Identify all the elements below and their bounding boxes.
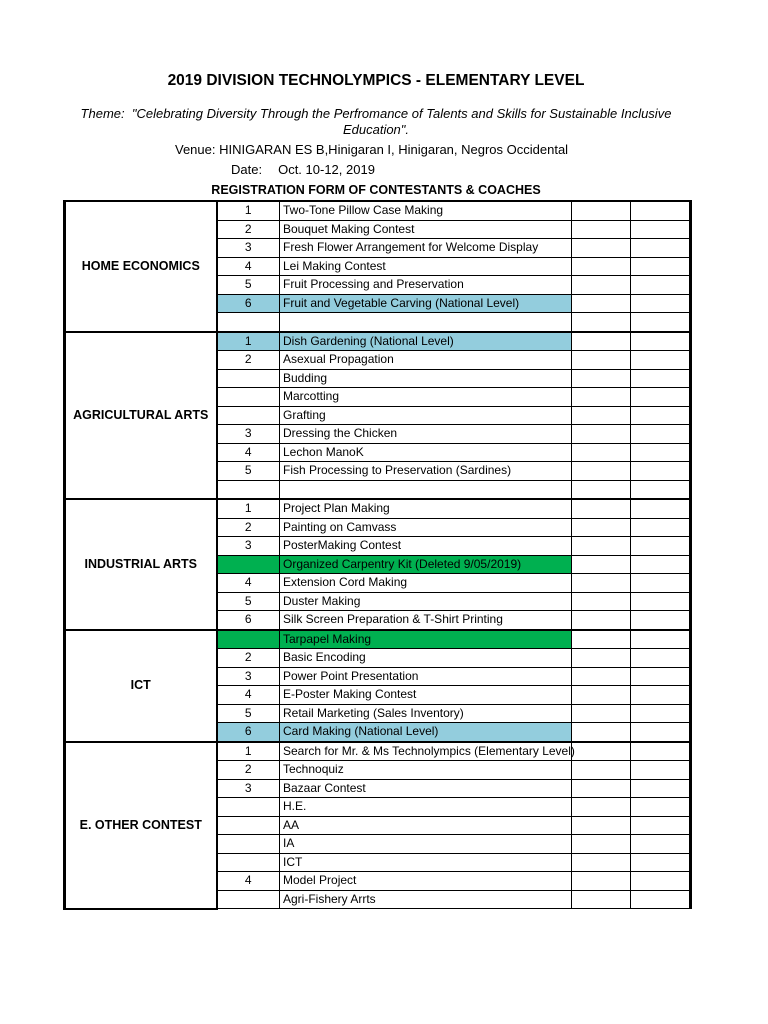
category-name: HOME ECONOMICS: [65, 201, 217, 332]
coach-cell[interactable]: [631, 761, 691, 780]
table-row: [65, 332, 691, 351]
contest-number: 4: [217, 872, 280, 891]
coach-cell[interactable]: [631, 835, 691, 854]
contest-name: Fresh Flower Arrangement for Welcome Display: [280, 239, 572, 258]
contest-name: Basic Encoding: [280, 649, 572, 668]
contestant-cell[interactable]: [572, 369, 631, 388]
coach-cell[interactable]: [631, 220, 691, 239]
contest-number: 6: [217, 611, 280, 630]
registration-table: [63, 200, 692, 910]
contest-name: Power Point Presentation: [280, 667, 572, 686]
contest-name: IA: [280, 835, 572, 854]
date-label: Date:: [231, 162, 263, 177]
contestant-cell[interactable]: [572, 313, 631, 332]
coach-cell[interactable]: [631, 443, 691, 462]
contest-number: [217, 480, 280, 499]
coach-cell[interactable]: [631, 742, 691, 761]
contestant-cell[interactable]: [572, 853, 631, 872]
table-row: [65, 499, 691, 518]
contest-name: Model Project: [280, 872, 572, 891]
category-name: ICT: [65, 630, 217, 742]
category-name: AGRICULTURAL ARTS: [65, 332, 217, 500]
contestant-cell[interactable]: [572, 518, 631, 537]
table-row: [65, 201, 691, 220]
category-name: INDUSTRIAL ARTS: [65, 499, 217, 630]
coach-cell[interactable]: [631, 872, 691, 891]
contestant-cell[interactable]: [572, 890, 631, 909]
document-title: 2019 DIVISION TECHNOLYMPICS - ELEMENTARY LEVEL: [167, 72, 585, 89]
coach-cell[interactable]: [631, 462, 691, 481]
contest-number: 2: [217, 220, 280, 239]
contest-name: Grafting: [280, 406, 572, 425]
form-title: REGISTRATION FORM OF CONTESTANTS & COACHES: [211, 183, 541, 197]
contestant-cell[interactable]: [572, 630, 631, 649]
contest-name: Fruit and Vegetable Carving (National Level): [280, 294, 572, 313]
contestant-cell[interactable]: [572, 816, 631, 835]
coach-cell[interactable]: [631, 592, 691, 611]
contest-name: Dish Gardening (National Level): [280, 332, 572, 351]
contest-number: 1: [217, 499, 280, 518]
contest-number: 3: [217, 779, 280, 798]
contest-name: Agri-Fishery Arrts: [280, 890, 572, 909]
coach-cell[interactable]: [631, 294, 691, 313]
table-row: [65, 630, 691, 649]
contest-name: E-Poster Making Contest: [280, 686, 572, 705]
contest-number: [217, 313, 280, 332]
contestant-cell[interactable]: [572, 723, 631, 742]
date-line: [231, 162, 375, 177]
contest-number: 5: [217, 704, 280, 723]
contest-number: [217, 798, 280, 817]
contestant-cell[interactable]: [572, 574, 631, 593]
registration-table-body: [65, 201, 691, 909]
contest-number: [217, 816, 280, 835]
contest-number: 4: [217, 574, 280, 593]
contestant-cell[interactable]: [572, 649, 631, 668]
contest-number: 2: [217, 761, 280, 780]
theme-line: [60, 106, 692, 138]
coach-cell[interactable]: [631, 518, 691, 537]
table-row: [65, 742, 691, 761]
contest-number: [217, 630, 280, 649]
contestant-cell[interactable]: [572, 761, 631, 780]
coach-cell[interactable]: [631, 313, 691, 332]
venue-line: Venue: HINIGARAN ES B,Hinigaran I, Hinigaran, Negros Occidental: [175, 142, 569, 157]
contestant-cell[interactable]: [572, 480, 631, 499]
coach-cell[interactable]: [631, 406, 691, 425]
contestant-cell[interactable]: [572, 388, 631, 407]
contestant-cell[interactable]: [572, 257, 631, 276]
contest-number: 1: [217, 201, 280, 220]
contestant-cell[interactable]: [572, 667, 631, 686]
contestant-cell[interactable]: [572, 835, 631, 854]
contest-name: PosterMaking Contest: [280, 537, 572, 556]
contest-number: 6: [217, 723, 280, 742]
coach-cell[interactable]: [631, 816, 691, 835]
contest-number: 4: [217, 443, 280, 462]
contest-name: Marcotting: [280, 388, 572, 407]
contest-number: 1: [217, 332, 280, 351]
coach-cell[interactable]: [631, 649, 691, 668]
contest-name: Lechon ManoK: [280, 443, 572, 462]
contest-number: [217, 388, 280, 407]
contest-number: [217, 555, 280, 574]
contest-number: [217, 835, 280, 854]
contest-number: 2: [217, 649, 280, 668]
contestant-cell[interactable]: [572, 742, 631, 761]
contest-number: 3: [217, 239, 280, 258]
theme-text: "Celebrating Diversity Through the Perfromance of Talents and Skills for Sustainable Inclusive Education".: [131, 106, 672, 137]
contest-name: Tarpapel Making: [280, 630, 572, 649]
coach-cell[interactable]: [631, 332, 691, 351]
contest-number: 3: [217, 425, 280, 444]
category-name: E. OTHER CONTEST: [65, 742, 217, 909]
contest-name: Search for Mr. & Ms Technolympics (Elementary Level): [280, 742, 572, 761]
contest-name: AA: [280, 816, 572, 835]
coach-cell[interactable]: [631, 425, 691, 444]
coach-cell[interactable]: [631, 630, 691, 649]
contest-name: Extension Cord Making: [280, 574, 572, 593]
contestant-cell[interactable]: [572, 704, 631, 723]
contest-name: [280, 480, 572, 499]
coach-cell[interactable]: [631, 480, 691, 499]
coach-cell[interactable]: [631, 257, 691, 276]
contest-number: 5: [217, 592, 280, 611]
contest-number: 4: [217, 686, 280, 705]
contest-name: H.E.: [280, 798, 572, 817]
coach-cell[interactable]: [631, 704, 691, 723]
contest-name: Fish Processing to Preservation (Sardines): [280, 462, 572, 481]
contest-name: Asexual Propagation: [280, 351, 572, 370]
coach-cell[interactable]: [631, 499, 691, 518]
contest-name: Lei Making Contest: [280, 257, 572, 276]
contestant-cell[interactable]: [572, 779, 631, 798]
contest-number: 4: [217, 257, 280, 276]
contestant-cell[interactable]: [572, 239, 631, 258]
contestant-cell[interactable]: [572, 220, 631, 239]
contestant-cell[interactable]: [572, 798, 631, 817]
contest-name: Retail Marketing (Sales Inventory): [280, 704, 572, 723]
contestant-cell[interactable]: [572, 332, 631, 351]
contest-name: Duster Making: [280, 592, 572, 611]
contest-name: Two-Tone Pillow Case Making: [280, 201, 572, 220]
contest-name: Card Making (National Level): [280, 723, 572, 742]
contestant-cell[interactable]: [572, 592, 631, 611]
contest-number: 3: [217, 667, 280, 686]
coach-cell[interactable]: [631, 369, 691, 388]
contest-number: 5: [217, 276, 280, 295]
contest-name: Technoquiz: [280, 761, 572, 780]
coach-cell[interactable]: [631, 351, 691, 370]
contestant-cell[interactable]: [572, 499, 631, 518]
coach-cell[interactable]: [631, 723, 691, 742]
coach-cell[interactable]: [631, 537, 691, 556]
contest-name: Budding: [280, 369, 572, 388]
contest-number: [217, 369, 280, 388]
contest-number: 1: [217, 742, 280, 761]
contest-name: Project Plan Making: [280, 499, 572, 518]
coach-cell[interactable]: [631, 611, 691, 630]
contest-name: [280, 313, 572, 332]
coach-cell[interactable]: [631, 574, 691, 593]
contestant-cell[interactable]: [572, 443, 631, 462]
contestant-cell[interactable]: [572, 872, 631, 891]
contest-name: Painting on Camvass: [280, 518, 572, 537]
contestant-cell[interactable]: [572, 555, 631, 574]
contest-number: [217, 406, 280, 425]
contest-name: Bazaar Contest: [280, 779, 572, 798]
contest-number: 3: [217, 537, 280, 556]
contestant-cell[interactable]: [572, 611, 631, 630]
contestant-cell[interactable]: [572, 686, 631, 705]
contest-name: ICT: [280, 853, 572, 872]
contestant-cell[interactable]: [572, 537, 631, 556]
coach-cell[interactable]: [631, 779, 691, 798]
contest-name: Organized Carpentry Kit (Deleted 9/05/2019): [280, 555, 572, 574]
coach-cell[interactable]: [631, 686, 691, 705]
coach-cell[interactable]: [631, 853, 691, 872]
contest-name: Silk Screen Preparation & T-Shirt Printing: [280, 611, 572, 630]
contestant-cell[interactable]: [572, 425, 631, 444]
contest-number: 2: [217, 351, 280, 370]
coach-cell[interactable]: [631, 388, 691, 407]
contestant-cell[interactable]: [572, 276, 631, 295]
contestant-cell[interactable]: [572, 406, 631, 425]
contestant-cell[interactable]: [572, 294, 631, 313]
contest-number: [217, 890, 280, 909]
coach-cell[interactable]: [631, 890, 691, 909]
contest-name: Bouquet Making Contest: [280, 220, 572, 239]
coach-cell[interactable]: [631, 798, 691, 817]
contest-name: Dressing the Chicken: [280, 425, 572, 444]
contest-name: Fruit Processing and Preservation: [280, 276, 572, 295]
coach-cell[interactable]: [631, 555, 691, 574]
contestant-cell[interactable]: [572, 462, 631, 481]
contest-number: [217, 853, 280, 872]
contest-number: 5: [217, 462, 280, 481]
coach-cell[interactable]: [631, 667, 691, 686]
theme-label: Theme:: [80, 106, 125, 121]
contestant-cell[interactable]: [572, 351, 631, 370]
coach-cell[interactable]: [631, 239, 691, 258]
coach-cell[interactable]: [631, 201, 691, 220]
date-value: Oct. 10-12, 2019: [278, 162, 375, 177]
coach-cell[interactable]: [631, 276, 691, 295]
contestant-cell[interactable]: [572, 201, 631, 220]
contest-number: 6: [217, 294, 280, 313]
contest-number: 2: [217, 518, 280, 537]
